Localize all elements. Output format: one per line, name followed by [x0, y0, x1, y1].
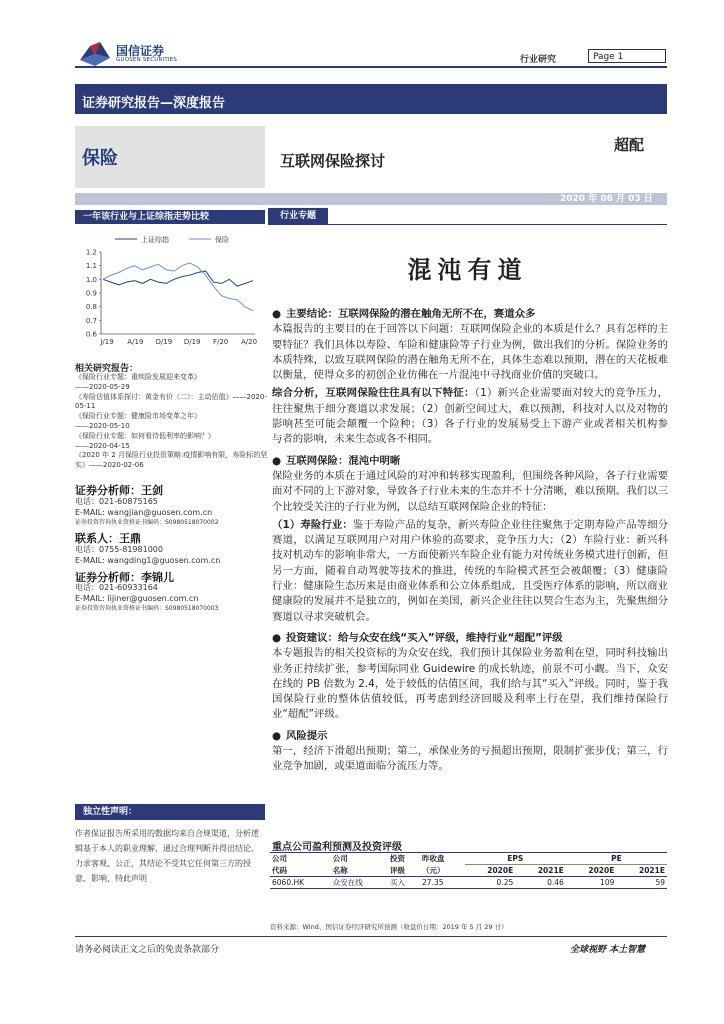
industry-rating: 超配 [614, 136, 645, 154]
report-topic: 互联网保险探讨 [280, 152, 386, 170]
report-type: 证券研究报告—深度报告 [82, 96, 226, 111]
table-header-cell: 评级 [390, 865, 406, 875]
paragraph: 本专题报告的相关投资标的为众安在线，我们预计其保险业务盈利在望，同时科技输出业务正持续扩张，参考国际同业 Guidewire 的成长轨迹，前景不可小觑。当下，众安在线的 PB 倍数为 2.4，处于较低的估值区间，我们给与其“买入”评级。同时，鉴于我国保险行业的整体估值较低，再考虑到经济回暖及利率上行在望，我们维持保险行业“超配”评级。 [272, 647, 668, 721]
analyst-name: 证券分析师：李锦儿 [75, 570, 174, 584]
section-heading: ● 投资建议：给与众安在线“买入”评级，维持行业“超配”评级 [272, 631, 668, 646]
bullet-icon: ● [272, 729, 282, 742]
table-cell: 6060.HK [272, 878, 305, 887]
x-tick-label: A/20 [240, 338, 258, 346]
legend-label: 保险 [215, 236, 229, 244]
related-report-line: 《2020 年 2 月保险行业投资策略:疫情影响有限，寿险标的坚实》——2020-02-06 [75, 451, 268, 470]
report-date: 2020 年 06 月 03 日 [560, 194, 653, 204]
y-tick-label: 0.7 [85, 316, 97, 325]
analyst-cert: 证券投资咨询执业资格证书编码：S0980518070003 [75, 605, 219, 613]
sector-name: 保险 [82, 148, 118, 169]
report-body [272, 304, 668, 775]
chart-header: 一年该行业与上证综指走势比较 [75, 210, 265, 224]
section-divider [268, 224, 667, 225]
footer-slogan: 全球视野 本土智慧 [570, 945, 646, 955]
header-divider [75, 66, 667, 68]
related-report-line: ——2020-05-10 [75, 421, 130, 430]
forecast-table-title: 重点公司盈利预测及投资评级 [272, 842, 402, 853]
related-report-line: 《保险行业专题：健康险市场变革之年》 [75, 412, 201, 421]
section-heading: ● 互联网保险：混沌中明晰 [272, 454, 668, 469]
footer-disclaimer: 请务必阅读正文之后的免责条款部分 [75, 945, 220, 955]
legend-label: 上证综指 [141, 236, 169, 244]
related-report-line: 《保险行业专题：如何看待低利率的影响？》 [75, 431, 215, 440]
y-tick-label: 0.6 [85, 330, 97, 339]
trend-chart [75, 228, 265, 354]
table-header-cell: 公司 [332, 854, 348, 864]
paragraph: 本篇报告的主要目的在于回答以下问题：互联网保险企业的本质是什么？具有怎样的主要特征？我们具体以寿险、车险和健康险等子行业为例，做出我们的分析。保险业务的本质特殊，以致互联网保险的潜在触角无所不在，具体生态难以预期，潜在的天花板难以衡量，使得众多的初创企业仿佛在一片混沌中寻找商业价值的突破口。 [272, 323, 668, 382]
table-header-cell: 2021E [639, 866, 665, 875]
table-header-row [270, 853, 667, 865]
x-tick-label: D/19 [183, 338, 201, 346]
table-cell: 买入 [390, 878, 406, 887]
analyst-cert: 证券投资咨询执业资格证书编码：S0980518070002 [75, 518, 219, 526]
analyst-phone: 电话：0755-81981000 [75, 544, 163, 554]
bullet-icon: ● [272, 308, 282, 320]
x-tick-label: J/19 [100, 338, 114, 346]
table-row [270, 877, 667, 889]
analyst-email[interactable]: E-MAIL: lijiner@guosen.com.cn [75, 594, 199, 604]
independence-heading: 独立性声明： [75, 804, 265, 820]
table-cell: 0.25 [496, 878, 514, 887]
brand-name-cn: 国信证券 [116, 44, 165, 58]
table-header-cell: 代码 [272, 865, 287, 875]
related-report-line: 《寿险估值体系探讨：黄金有价（二）：主动估值》——2020-05-11 [75, 392, 267, 411]
table-header-row [270, 865, 667, 877]
related-report-line: ——2020-04-15 [75, 441, 130, 450]
brand-name-en: GUOSEN SECURITIES [116, 57, 178, 63]
bullet-icon: ● [272, 454, 282, 467]
y-tick-label: 1.1 [85, 262, 97, 271]
table-header-cell: 2020E [487, 866, 514, 875]
analyst-name: 证券分析师：王剑 [75, 483, 163, 497]
y-tick-label: 0.8 [85, 303, 97, 312]
report-category: 行业研究 [520, 55, 557, 65]
table-header-cell: PE [566, 853, 667, 865]
table-header-cell: 昨收盘 [422, 854, 445, 864]
section-tag: 行业专题 [268, 208, 328, 224]
logo-mark-icon [78, 40, 112, 68]
analyst-phone: 电话：021-60875165 [75, 496, 158, 506]
paragraph: 综合分析，互联网保险往往具有以下特征：（1）新兴企业需要面对较大的竞争压力，往往聚焦于细分赛道以求发展；（2）创新空间过大，难以预测，科技对人以及对物的影响甚至可能会颠覆一个险种；（3）各子行业的发展易受上下游产业或者相关机构参与者的影响，未来生态或各不相同。 [272, 387, 668, 446]
table-header-cell: 公司 [272, 854, 287, 864]
y-tick-label: 1.0 [85, 275, 97, 284]
paragraph: 第一，经济下滑超出预期；第二，承保业务的亏损超出预期，限制扩张步伐；第三，行业竞争加剧，或渠道面临分流压力等。 [272, 745, 668, 773]
main-title: 混沌有道 [407, 256, 528, 284]
table-cell: 众安在线 [332, 878, 363, 887]
related-reports [75, 373, 270, 613]
page-number: Page 1 [588, 49, 666, 63]
bullet-icon: ● [272, 631, 282, 644]
paragraph: 保险业务的本质在于通过风险的对冲和转移实现盈利，但围绕各种风险，各子行业需要面对不同的上下游对象，导致各子行业未来的生态并不十分清晰，难以预期。我们以三个比较受关注的子行业为例，以总结互联网保险企业的特征： [272, 469, 668, 513]
analyst-email[interactable]: E-MAIL: wangding1@guosen.com.cn [75, 555, 221, 565]
x-tick-label: F/20 [212, 338, 229, 346]
independence-statement: 作者保证报告所采用的数据均来自合规渠道，分析逻辑基于本人的职业理解，通过合理判断并得出结论，力求客观、公正，其结论不受其它任何第三方的授意、影响，特此声明 [75, 829, 259, 883]
table-header-cell: 投资 [390, 854, 406, 864]
analyst-phone: 电话：021-60933164 [75, 583, 158, 593]
x-tick-label: A/19 [127, 338, 144, 346]
table-cell: 0.46 [547, 878, 564, 887]
table-cell: 59 [655, 878, 665, 887]
analyst-block [75, 570, 270, 614]
trend-chart-svg [75, 228, 265, 354]
series-line [103, 263, 253, 311]
series-line [103, 271, 253, 286]
table-header-cell: （元） [422, 865, 445, 875]
table-header-cell: 名称 [332, 865, 348, 875]
related-report-line: ——2020-05-29 [75, 382, 130, 391]
footer-divider [75, 936, 667, 937]
paragraph: （1）寿险行业：鉴于寿险产品的复杂，新兴寿险企业往往聚焦于定期寿险产品等细分赛道，以满足互联网用户对用户体验的高要求，竞争压力大；（2）车险行业：新兴科技对机动车的影响非常大，一方面使新兴车险企业有能力对传统业务模式进行创新，但另一方面，随着自动驾驶等技术的推进，传统的车险模式甚至会被颠覆；（3）健康险行业：健康险生态历来是由商业体系和公立体系组成，且受医疗体系的影响，所以商业健康险的发展并不是独立的，例如在美国，新兴企业往往以契合生态为主，先聚焦细分赛道以寻求突破机会。 [272, 518, 669, 623]
table-header-cell: EPS [465, 853, 566, 865]
section-heading: ● 风险提示 [272, 729, 668, 744]
table-cell: 109 [600, 878, 615, 887]
section-heading: ● 主要结论：互联网保险的潜在触角无所不在，赛道众多 [272, 307, 668, 322]
table-header-cell: 2020E [588, 866, 615, 875]
analyst-block [75, 483, 270, 527]
analyst-name: 联系人：王鼎 [75, 531, 141, 545]
y-tick-label: 0.9 [85, 289, 97, 298]
x-tick-label: O/19 [155, 338, 173, 346]
analyst-email[interactable]: E-MAIL: wangjian@guosen.com.cn [75, 507, 213, 517]
table-cell: 27.35 [422, 878, 444, 887]
related-report-line: 《保险行业专题：重疾险发展迎来变革》 [75, 373, 201, 381]
analyst-block [75, 531, 270, 566]
forecast-table [270, 852, 667, 889]
related-reports-heading: 相关研究报告： [75, 364, 139, 374]
y-tick-label: 1.2 [85, 248, 97, 257]
table-header-cell: 2021E [537, 866, 564, 875]
table-source: 资料来源：Wind、国信证券经济研究所预测（收盘价日期：2019 年 5 月 29 日） [270, 923, 508, 931]
